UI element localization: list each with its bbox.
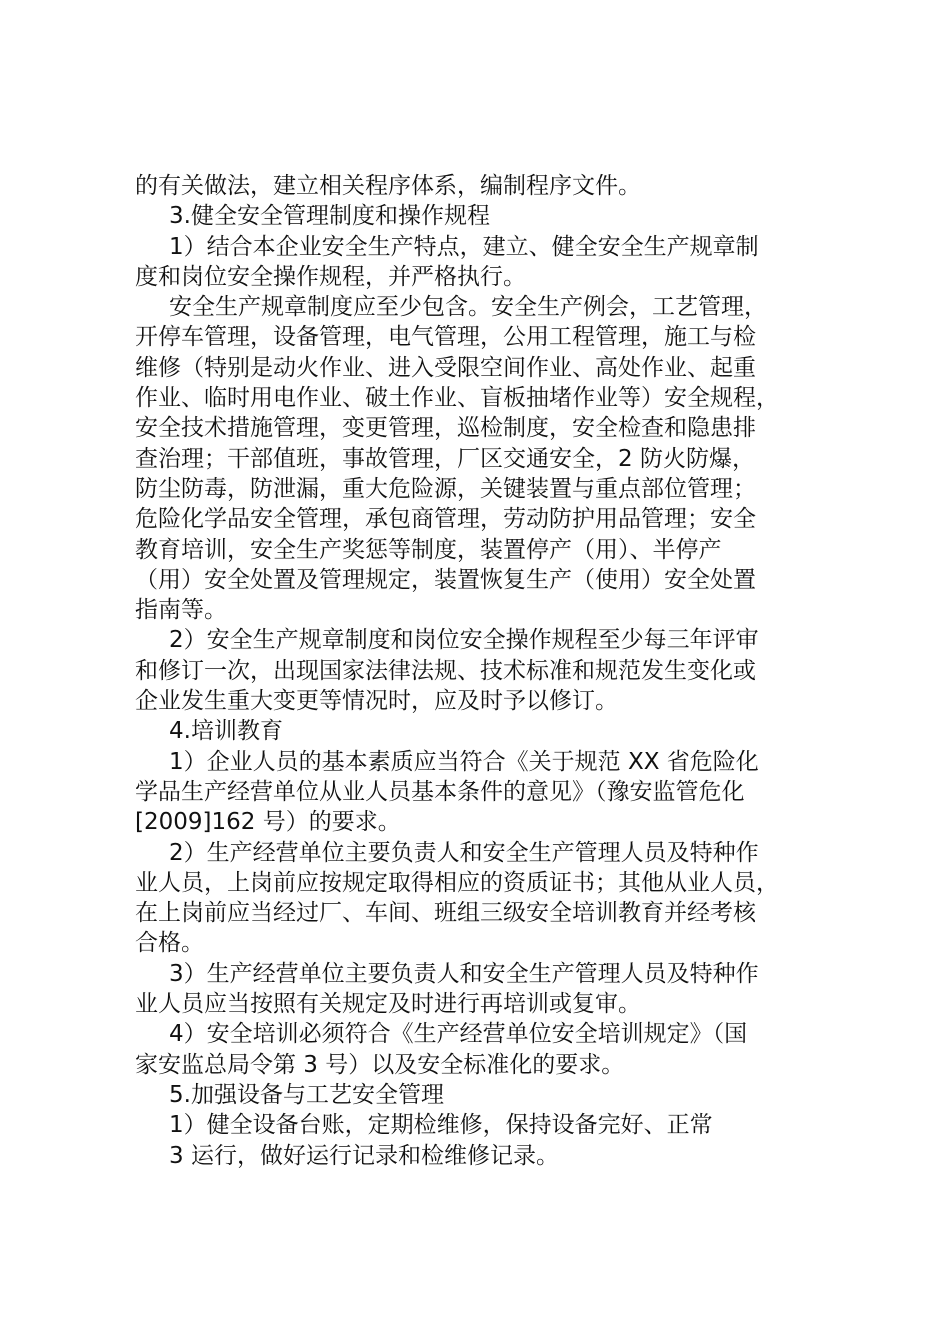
- document-body: [135, 171, 847, 1171]
- text-line: 合格。: [135, 930, 204, 957]
- text-line: 3）生产经营单位主要负责人和安全生产管理人员及特种作: [169, 960, 759, 987]
- text-line: 度和岗位安全操作规程，并严格执行。: [135, 263, 526, 290]
- text-line: 学品生产经营单位从业人员基本条件的意见》（豫安监管危化: [135, 778, 745, 805]
- text-line: 危险化学品安全管理，承包商管理，劳动防护用品管理；安全: [135, 506, 756, 533]
- text-line: 开停车管理，设备管理，电气管理，公用工程管理，施工与检: [135, 324, 756, 351]
- text-line: 维修（特别是动火作业、进入受限空间作业、高处作业、起重: [135, 354, 756, 381]
- text-line: 的有关做法，建立相关程序体系，编制程序文件。: [135, 173, 641, 199]
- text-line: 家安监总局令第 3 号）以及安全标准化的要求。: [135, 1051, 625, 1078]
- text-line: （用）安全处置及管理规定，装置恢复生产（使用）安全处置: [135, 566, 756, 593]
- text-line: 1）结合本企业安全生产特点，建立、健全安全生产规章制: [169, 233, 759, 260]
- text-line: 企业发生重大变更等情况时，应及时予以修订。: [135, 688, 618, 715]
- text-line: 和修订一次，出现国家法律法规、技术标准和规范发生变化或: [135, 657, 756, 684]
- text-line: 3 运行，做好运行记录和检维修记录。: [169, 1142, 559, 1169]
- text-line: 安全生产规章制度应至少包含。安全生产例会，工艺管理，: [169, 294, 767, 321]
- text-line: 4.培训教育: [169, 718, 283, 745]
- text-line: 查治理；干部值班，事故管理，厂区交通安全，2 防火防爆，: [135, 445, 755, 472]
- text-line: 指南等。: [135, 597, 227, 624]
- text-line: 2）安全生产规章制度和岗位安全操作规程至少每三年评审: [169, 627, 759, 654]
- text-line: 防尘防毒，防泄漏，重大危险源，关键装置与重点部位管理；: [135, 475, 756, 502]
- text-line: 1）企业人员的基本素质应当符合《关于规范 XX 省危险化: [169, 748, 759, 775]
- text-line: 业人员，上岗前应按规定取得相应的资质证书；其他从业人员，: [135, 869, 779, 896]
- text-line: 2）生产经营单位主要负责人和安全生产管理人员及特种作: [169, 839, 759, 866]
- text-line: 业人员应当按照有关规定及时进行再培训或复审。: [135, 991, 641, 1018]
- text-line: 作业、临时用电作业、破土作业、盲板抽堵作业等）安全规程，: [135, 385, 779, 412]
- text-line: 安全技术措施管理，变更管理，巡检制度，安全检查和隐患排: [135, 415, 756, 442]
- text-line: 5.加强设备与工艺安全管理: [169, 1081, 444, 1108]
- text-line: 1）健全设备台账，定期检维修，保持设备完好、正常: [169, 1112, 713, 1139]
- text-line: 3.健全安全管理制度和操作规程: [169, 203, 490, 230]
- text-line: 在上岗前应当经过厂、车间、班组三级安全培训教育并经考核: [135, 900, 756, 927]
- text-line: 4）安全培训必须符合《生产经营单位安全培训规定》（国: [169, 1021, 748, 1048]
- text-line: [2009]162 号）的要求。: [135, 809, 401, 836]
- text-line: 教育培训，安全生产奖惩等制度，装置停产（用）、半停产: [135, 536, 722, 563]
